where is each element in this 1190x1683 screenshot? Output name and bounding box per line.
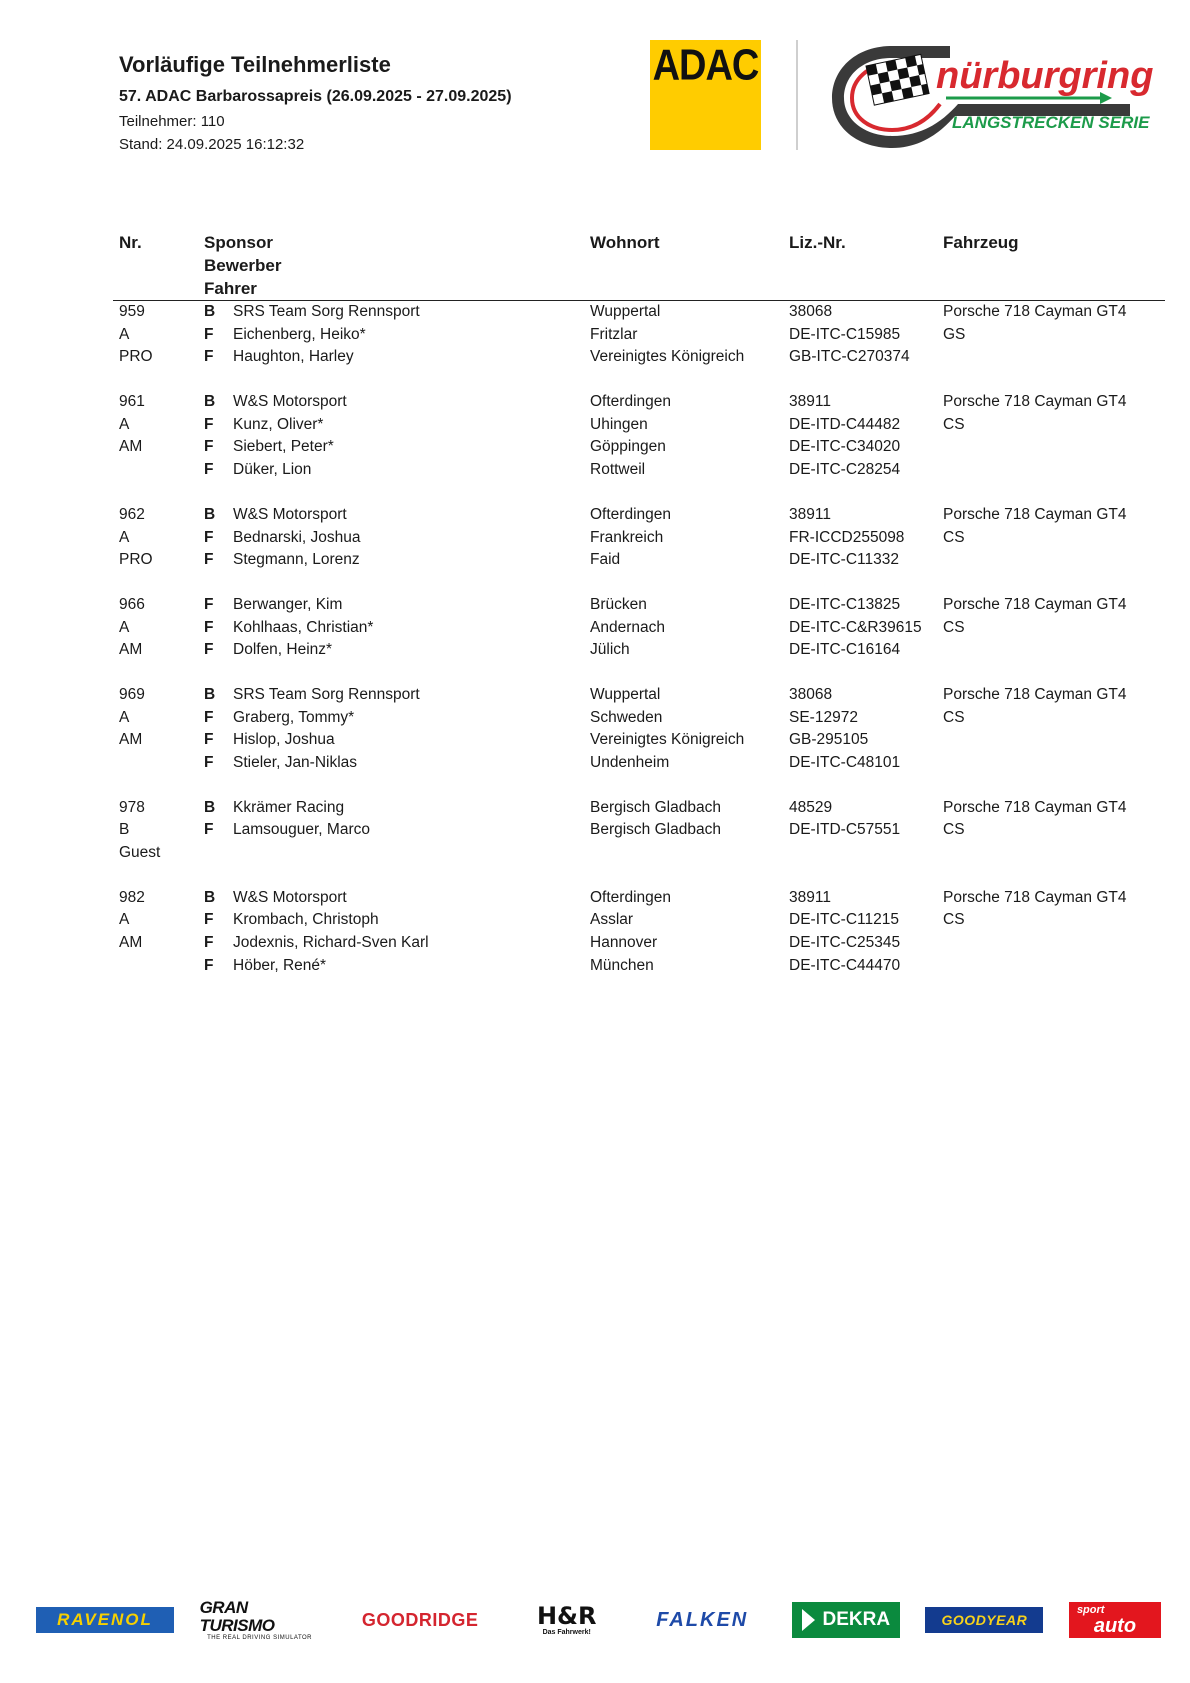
class-group: A	[119, 708, 130, 726]
table-row	[0, 391, 1190, 414]
header-wohnort: Wohnort	[590, 233, 660, 252]
class-group: B	[119, 821, 130, 839]
page-title: Vorläufige Teilnehmerliste	[119, 52, 391, 77]
entry-block	[0, 887, 1190, 978]
person-name: SRS Team Sorg Rennsport	[233, 685, 420, 703]
table-row	[0, 594, 1190, 617]
start-number: 969	[119, 685, 145, 703]
entry-block	[0, 797, 1190, 865]
class-group: A	[119, 415, 130, 433]
role-flag: B	[204, 303, 216, 320]
table-row	[0, 729, 1190, 752]
residence: Wuppertal	[590, 685, 661, 703]
person-name: W&S Motorsport	[233, 393, 347, 411]
table-row	[0, 887, 1190, 910]
header-fahrer: Fahrer	[204, 279, 257, 298]
hr-logo	[521, 1600, 613, 1640]
role-flag: F	[204, 325, 214, 343]
vehicle-class: CS	[943, 415, 965, 433]
role-flag: F	[204, 731, 214, 749]
license-number: DE-ITC-C44470	[789, 956, 901, 974]
vehicle-class: GS	[943, 325, 966, 343]
role-flag: F	[204, 956, 214, 974]
gran-turismo-subtext: THE REAL DRIVING SIMULATOR	[207, 1635, 313, 1641]
table-row	[0, 346, 1190, 369]
falken-logo: FALKEN	[656, 1608, 749, 1631]
license-number: GB-295105	[789, 731, 869, 749]
table-row	[0, 504, 1190, 527]
role-flag: F	[204, 551, 214, 569]
goodridge-logo: GOODRIDGE	[361, 1609, 479, 1630]
residence: Bergisch Gladbach	[590, 798, 721, 816]
start-number: 966	[119, 595, 145, 613]
table-row	[0, 527, 1190, 550]
residence: Andernach	[590, 618, 665, 636]
person-name: Graberg, Tommy*	[233, 708, 355, 726]
dekra-arrow-icon	[802, 1609, 815, 1631]
adac-logo-text: ADAC	[652, 41, 759, 91]
residence: Hannover	[590, 934, 658, 952]
start-number: 959	[119, 303, 145, 320]
table-row	[0, 932, 1190, 955]
license-number: DE-ITC-C16164	[789, 641, 901, 659]
hr-subtext: Das Fahrwerk!	[542, 1629, 591, 1636]
person-name: Dolfen, Heinz*	[233, 641, 333, 659]
license-number: DE-ITC-C&R39615	[789, 618, 922, 636]
residence: Jülich	[590, 641, 630, 659]
person-name: Bednarski, Joshua	[233, 528, 361, 546]
residence: Schweden	[590, 708, 663, 726]
dekra-text: DEKRA	[822, 1609, 891, 1630]
checkered-flag-icon	[866, 54, 929, 105]
license-number: DE-ITD-C57551	[789, 821, 901, 839]
class-category: AM	[119, 731, 143, 749]
person-name: Kohlhaas, Christian*	[233, 618, 374, 636]
person-name: Hislop, Joshua	[233, 731, 335, 749]
person-name: Krombach, Christoph	[233, 911, 379, 929]
role-flag: B	[204, 685, 216, 703]
residence: Undenheim	[590, 754, 670, 771]
license-number: GB-ITC-C270374	[789, 348, 910, 366]
role-flag: F	[204, 934, 214, 952]
role-flag: F	[204, 821, 214, 839]
vehicle-name: Porsche 718 Cayman GT4	[943, 505, 1127, 523]
start-number: 982	[119, 888, 145, 906]
role-flag: F	[204, 415, 214, 433]
person-name: Höber, René*	[233, 956, 327, 974]
role-flag: B	[204, 798, 216, 816]
residence: Ofterdingen	[590, 393, 671, 411]
role-flag: F	[204, 461, 214, 479]
table-row	[0, 842, 1190, 865]
start-number: 978	[119, 798, 145, 816]
table-row	[0, 707, 1190, 730]
sponsor-bar	[36, 1596, 1161, 1644]
person-name: Berwanger, Kim	[233, 595, 343, 613]
table-row	[0, 414, 1190, 437]
entry-block	[0, 301, 1190, 369]
table-row	[0, 752, 1190, 775]
class-category: PRO	[119, 551, 153, 569]
entry-block	[0, 594, 1190, 662]
table-row	[0, 819, 1190, 842]
person-name: Siebert, Peter*	[233, 438, 334, 456]
table-row	[0, 617, 1190, 640]
person-name: SRS Team Sorg Rennsport	[233, 303, 420, 320]
license-number: DE-ITC-C28254	[789, 461, 901, 479]
table-header	[0, 231, 1190, 299]
residence: Faid	[590, 551, 621, 569]
table-row	[0, 436, 1190, 459]
sport-auto-top-text: sport	[1076, 1603, 1105, 1616]
vehicle-class: CS	[943, 821, 965, 839]
nls-logo-main-text: nürburgring	[936, 55, 1154, 97]
table-row	[0, 639, 1190, 662]
license-number: 38911	[789, 505, 831, 523]
header-sponsor: Sponsor	[204, 233, 273, 252]
residence: Bergisch Gladbach	[590, 821, 721, 839]
class-group: A	[119, 528, 130, 546]
residence: Rottweil	[590, 461, 646, 479]
role-flag: F	[204, 348, 214, 366]
residence: Brücken	[590, 595, 647, 613]
header-nr: Nr.	[119, 233, 142, 252]
table-row	[0, 459, 1190, 482]
residence: Fritzlar	[590, 325, 638, 343]
table-row	[0, 684, 1190, 707]
vehicle-class: CS	[943, 911, 965, 929]
license-number: 38911	[789, 888, 831, 906]
table-row	[0, 797, 1190, 820]
event-title: 57. ADAC Barbarossapreis (26.09.2025 - 27.09.2025)	[119, 88, 512, 105]
header-fahrzeug: Fahrzeug	[943, 233, 1019, 252]
class-category: AM	[119, 438, 143, 456]
role-flag: F	[204, 911, 214, 929]
license-number: DE-ITC-C48101	[789, 754, 901, 771]
stand-timestamp: Stand: 24.09.2025 16:12:32	[119, 136, 305, 153]
class-category: PRO	[119, 348, 153, 366]
person-name: W&S Motorsport	[233, 505, 347, 523]
license-number: DE-ITC-C25345	[789, 934, 901, 952]
person-name: Eichenberg, Heiko*	[233, 325, 366, 343]
vehicle-class: CS	[943, 618, 965, 636]
person-name: W&S Motorsport	[233, 888, 347, 906]
class-category: AM	[119, 934, 143, 952]
hr-text: H&R	[536, 1602, 597, 1630]
document-header	[119, 52, 512, 156]
role-flag: F	[204, 641, 214, 659]
class-group: A	[119, 911, 130, 929]
vehicle-class: CS	[943, 528, 965, 546]
residence: München	[590, 956, 654, 974]
person-name: Haughton, Harley	[233, 348, 354, 366]
role-flag: F	[204, 754, 214, 771]
license-number: 38068	[789, 303, 833, 320]
license-number: DE-ITC-C34020	[789, 438, 901, 456]
nls-logo-sub-text: LANGSTRECKEN SERIE	[952, 113, 1150, 132]
role-flag: B	[204, 505, 216, 523]
participant-count: Teilnehmer: 110	[119, 113, 225, 130]
vehicle-name: Porsche 718 Cayman GT4	[943, 798, 1127, 816]
person-name: Stegmann, Lorenz	[233, 551, 360, 569]
header-bewerber: Bewerber	[204, 256, 282, 275]
person-name: Düker, Lion	[233, 461, 312, 479]
class-group: A	[119, 618, 130, 636]
license-number: 38911	[789, 393, 831, 411]
vehicle-name: Porsche 718 Cayman GT4	[943, 393, 1127, 411]
logo-divider	[796, 40, 798, 150]
residence: Vereinigtes Königreich	[590, 348, 745, 366]
residence: Frankreich	[590, 528, 664, 546]
license-number: DE-ITC-C13825	[789, 595, 901, 613]
entry-block	[0, 391, 1190, 482]
role-flag: B	[204, 393, 216, 411]
license-number: DE-ITC-C11332	[789, 551, 899, 569]
role-flag: F	[204, 438, 214, 456]
class-category: AM	[119, 641, 143, 659]
person-name: Jodexnis, Richard-Sven Karl	[233, 934, 429, 952]
gran-turismo-logo	[200, 1600, 320, 1640]
ravenol-logo: RAVENOL	[36, 1607, 174, 1633]
vehicle-name: Porsche 718 Cayman GT4	[943, 888, 1127, 906]
residence: Uhingen	[590, 415, 648, 433]
license-number: SE-12972	[789, 708, 858, 726]
entry-list	[0, 301, 1190, 1000]
person-name: Kkrämer Racing	[233, 798, 345, 816]
person-name: Kunz, Oliver*	[233, 415, 324, 433]
residence: Ofterdingen	[590, 888, 671, 906]
residence: Asslar	[590, 911, 634, 929]
person-name: Lamsouguer, Marco	[233, 821, 370, 839]
class-category: Guest	[119, 844, 161, 862]
entry-block	[0, 504, 1190, 572]
goodyear-logo: GOODYEAR	[925, 1607, 1043, 1633]
residence: Wuppertal	[590, 303, 661, 320]
role-flag: F	[204, 528, 214, 546]
table-row	[0, 324, 1190, 347]
start-number: 962	[119, 505, 145, 523]
vehicle-name: Porsche 718 Cayman GT4	[943, 595, 1127, 613]
role-flag: F	[204, 595, 214, 613]
person-name: Stieler, Jan-Niklas	[233, 754, 358, 771]
nls-logo	[830, 38, 1160, 154]
header-liz: Liz.-Nr.	[789, 233, 846, 252]
table-row	[0, 909, 1190, 932]
residence: Ofterdingen	[590, 505, 671, 523]
role-flag: F	[204, 708, 214, 726]
license-number: DE-ITD-C44482	[789, 415, 901, 433]
class-group: A	[119, 325, 130, 343]
residence: Vereinigtes Königreich	[590, 731, 745, 749]
license-number: DE-ITC-C15985	[789, 325, 901, 343]
vehicle-name: Porsche 718 Cayman GT4	[943, 303, 1127, 320]
license-number: 38068	[789, 685, 833, 703]
sport-auto-logo	[1069, 1602, 1161, 1638]
role-flag: B	[204, 888, 216, 906]
table-row	[0, 549, 1190, 572]
entry-block	[0, 684, 1190, 775]
start-number: 961	[119, 393, 145, 411]
role-flag: F	[204, 618, 214, 636]
license-number: DE-ITC-C11215	[789, 911, 899, 929]
sport-auto-main-text: auto	[1093, 1614, 1137, 1637]
gran-turismo-text: GRAN TURISMO	[199, 1598, 275, 1635]
table-row	[0, 301, 1190, 324]
table-row	[0, 955, 1190, 978]
license-number: FR-ICCD255098	[789, 528, 905, 546]
vehicle-name: Porsche 718 Cayman GT4	[943, 685, 1127, 703]
residence: Göppingen	[590, 438, 666, 456]
dekra-logo	[792, 1602, 900, 1638]
license-number: 48529	[789, 798, 833, 816]
header-sponsor-group	[204, 231, 554, 300]
vehicle-class: CS	[943, 708, 965, 726]
adac-logo	[650, 40, 761, 150]
